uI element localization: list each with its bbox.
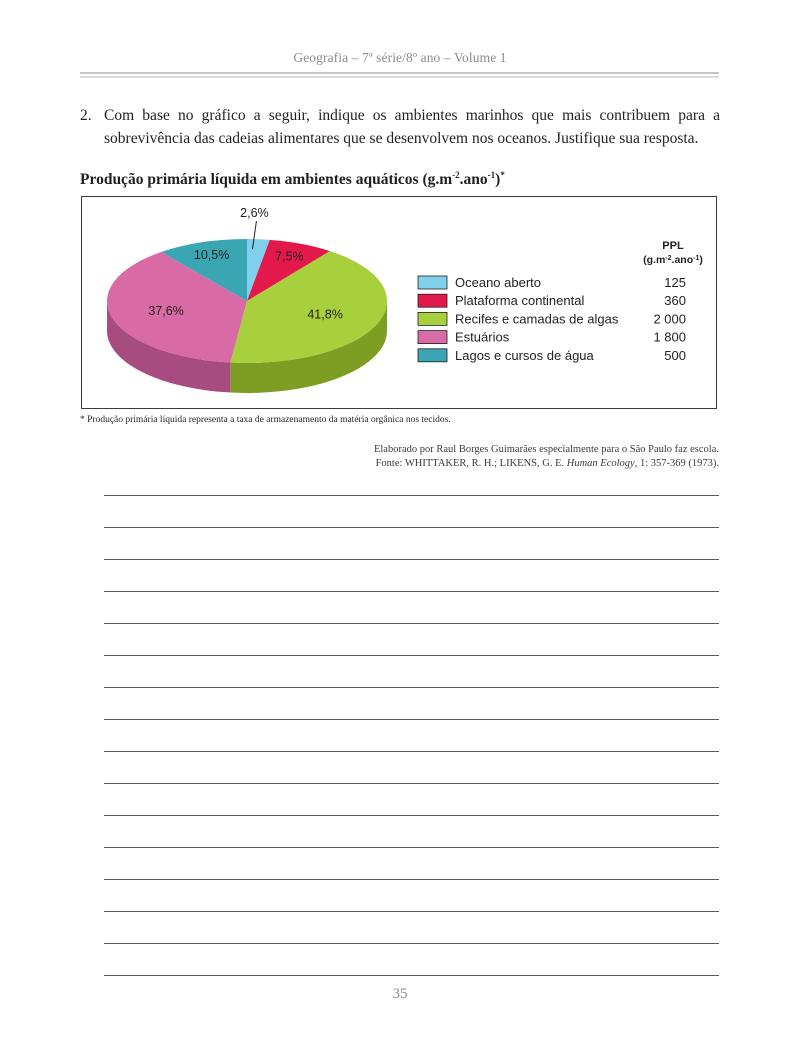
legend-label-recifes-e-camadas-de-algas: Recifes e camadas de algas [455, 311, 619, 327]
legend-value-plataforma-continental: 360 [664, 293, 686, 309]
answer-line[interactable] [104, 815, 719, 816]
chart-title-mid: .ano [459, 171, 488, 189]
credits-source-suffix: , 1: 357-369 (1973). [634, 458, 719, 469]
chart-title [80, 170, 505, 189]
credits-source-title: Human Ecology [566, 458, 635, 469]
header-rule [80, 72, 719, 74]
answer-line[interactable] [104, 943, 719, 944]
legend-swatch-recifes-e-camadas-de-algas [418, 312, 447, 325]
legend-label-lagos-e-cursos-de-agua: Lagos e cursos de água [455, 347, 594, 363]
question-number: 2. [80, 107, 92, 124]
answer-line[interactable] [104, 495, 719, 496]
legend-value-estuarios: 1 800 [653, 329, 686, 345]
legend-swatch-plataforma-continental [418, 294, 447, 307]
header-rule [80, 76, 719, 78]
legend-label-plataforma-continental: Plataforma continental [455, 293, 585, 309]
answer-line[interactable] [104, 591, 719, 592]
answer-line[interactable] [104, 655, 719, 656]
chart-title-text: Produção primária líquida em ambientes aquáticos (g.m [80, 171, 453, 189]
answer-line[interactable] [104, 975, 719, 976]
credits-source-prefix: Fonte: WHITTAKER, R. H.; LIKENS, G. E. [375, 458, 567, 469]
answer-line[interactable] [104, 623, 719, 624]
answer-line[interactable] [104, 527, 719, 528]
legend-swatch-estuarios [418, 331, 447, 344]
legend-value-recifes-e-camadas-de-algas: 2 000 [653, 311, 686, 327]
pie-chart [82, 197, 718, 410]
legend-value-lagos-e-cursos-de-agua: 500 [664, 347, 686, 363]
credits-line-2 [300, 457, 719, 471]
answer-line[interactable] [104, 687, 719, 688]
legend-value-oceano-aberto: 125 [664, 275, 686, 290]
chart-title-exp: -2 [452, 170, 460, 180]
question [80, 104, 720, 150]
chart-title-exp: -1 [487, 170, 496, 180]
legend-column-unit: $(g.m^{-2}.ano^{-1})$ [643, 254, 703, 266]
pie-label-lagos-e-cursos-de-agua: 10,5% [193, 248, 230, 263]
pie-label-oceano-aberto: 2,6% [240, 206, 269, 220]
legend-swatch-oceano-aberto [418, 276, 447, 289]
question-text: Com base no gráfico a seguir, indique os ambientes marinhos que mais contribuem para a sobrevivência das cadeias alimentares que se desenvolvem nos oceanos. Justifique sua resposta. [104, 107, 720, 147]
credits [300, 443, 719, 471]
answer-line[interactable] [104, 847, 719, 848]
legend-column-header: PPL [662, 240, 684, 252]
answer-line[interactable] [104, 559, 719, 560]
chart-title-mark: * [500, 170, 505, 180]
legend-swatch-lagos-e-cursos-de-agua [418, 349, 447, 362]
answer-line[interactable] [104, 879, 719, 880]
pie-label-plataforma-continental: 7,5% [275, 249, 304, 264]
page-number: 35 [392, 986, 408, 1002]
chart-title-close: ) [495, 171, 501, 189]
footnote: * Produção primária líquida representa a taxa de armazenamento da matéria orgânica nos tecidos. [80, 415, 451, 425]
answer-line[interactable] [104, 719, 719, 720]
answer-line[interactable] [104, 751, 719, 752]
legend-label-oceano-aberto: Oceano aberto [455, 275, 542, 290]
credits-line-1: Elaborado por Raul Borges Guimarães especialmente para o São Paulo faz escola. [373, 444, 719, 455]
answer-line[interactable] [104, 911, 719, 912]
chart-box [81, 196, 717, 409]
pie-label-estuarios: 37,6% [148, 303, 184, 318]
pie-label-recifes-e-camadas-de-algas: 41,8% [307, 307, 343, 322]
legend-label-estuarios: Estuários [455, 329, 510, 345]
answer-line[interactable] [104, 783, 719, 784]
page-header-title: Geografia – 7ª série/8º ano – Volume 1 [293, 50, 507, 65]
